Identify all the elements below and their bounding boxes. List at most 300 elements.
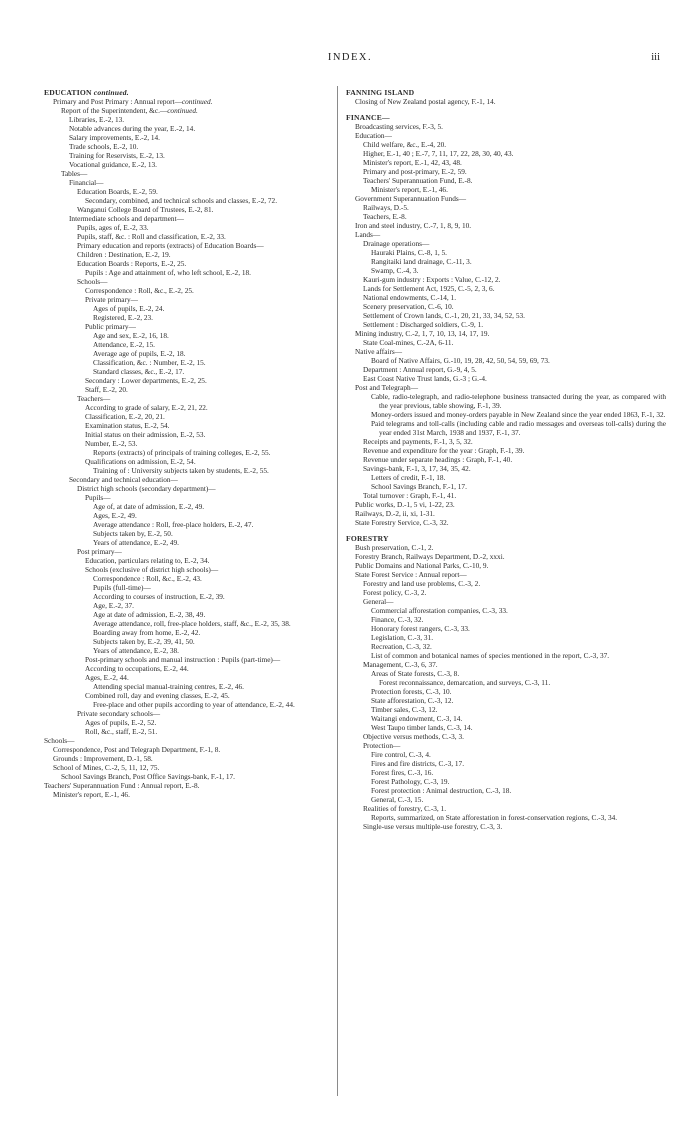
index-entry-text: Receipts and payments, F.-1, 3, 5, 32. — [363, 437, 473, 446]
index-entry — [346, 203, 666, 212]
index-entry-text: Recreation, C.-3, 32. — [371, 642, 432, 651]
index-entry — [346, 777, 666, 786]
index-entry-text: Standard classes, &c., E.-2, 17. — [93, 367, 185, 376]
index-entry — [346, 212, 666, 221]
index-entry — [346, 624, 666, 633]
index-entry-text: FINANCE— — [346, 113, 390, 122]
index-entry — [346, 615, 666, 624]
index-entry-text: Roll, &c., staff, E.-2, 51. — [85, 727, 158, 736]
index-entry — [44, 448, 334, 457]
index-entry-text: West Taupo timber lands, C.-3, 14. — [371, 723, 473, 732]
index-entry — [346, 491, 666, 500]
index-entry — [346, 464, 666, 473]
continued-label: continued. — [181, 97, 213, 106]
index-entry-text: Combined roll, day and evening classes, E.-2, 45. — [85, 691, 230, 700]
index-entry — [44, 574, 334, 583]
index-entry — [44, 502, 334, 511]
index-entry — [44, 655, 334, 664]
index-heading — [346, 113, 666, 122]
index-entry-text: Years of attendance, E.-2, 49. — [93, 538, 179, 547]
index-entry — [44, 691, 334, 700]
index-entry-text: Notable advances during the year, E.-2, 14. — [69, 124, 196, 133]
index-heading — [44, 88, 334, 97]
index-entry — [346, 741, 666, 750]
index-entry — [44, 646, 334, 655]
index-entry-text: Classification, E.-2, 20, 21. — [85, 412, 165, 421]
index-entry — [346, 149, 666, 158]
index-entry-text: Rangitaiki land drainage, C.-11, 3. — [371, 257, 472, 266]
index-entry: Report of the Superintendent, &c.—continued. — [61, 106, 198, 115]
index-entry-text: Libraries, E.-2, 13. — [69, 115, 125, 124]
index-entry-text: Cable, radio-telegraph, and radio-telephone business transacted during the year, as compared with the year previous, table showing, F.-1, 39. — [371, 392, 666, 410]
index-entry-text: Post primary— — [77, 547, 122, 556]
index-entry-text: List of common and botanical names of species mentioned in the report, C.-3, 37. — [371, 651, 610, 660]
index-entry — [44, 403, 334, 412]
index-entry — [44, 556, 334, 565]
left-index-column — [44, 88, 334, 799]
index-entry — [346, 122, 666, 131]
index-entry-text: Public Domains and National Parks, C.-10, 9. — [355, 561, 489, 570]
index-entry — [346, 633, 666, 642]
index-entry — [44, 115, 334, 124]
index-entry — [44, 529, 334, 538]
index-entry — [346, 804, 666, 813]
index-entry-text: Schools— — [77, 277, 108, 286]
index-entry-text: Forest policy, C.-3, 2. — [363, 588, 427, 597]
index-entry — [44, 340, 334, 349]
index-entry — [346, 606, 666, 615]
index-entry — [44, 313, 334, 322]
index-entry-text: Public primary— — [85, 322, 136, 331]
index-entry-text: Salary improvements, E.-2, 14. — [69, 133, 160, 142]
index-entry — [44, 160, 334, 169]
index-entry-text: Pupils, ages of, E.-2, 33. — [77, 223, 149, 232]
index-entry — [44, 169, 334, 178]
index-entry: Primary and Post Primary : Annual report—continued. — [53, 97, 213, 106]
index-entry-text: Average age of pupils, E.-2, 18. — [93, 349, 186, 358]
index-entry — [346, 813, 666, 822]
index-entry — [346, 284, 666, 293]
index-entry — [44, 205, 334, 214]
index-entry-text: Forest Pathology, C.-3, 19. — [371, 777, 450, 786]
index-entry-text: Protection forests, C.-3, 10. — [371, 687, 452, 696]
index-entry — [346, 158, 666, 167]
index-entry-text: School Savings Branch, F.-1, 17. — [371, 482, 467, 491]
index-entry — [44, 196, 334, 205]
index-entry — [346, 509, 666, 518]
index-entry — [44, 736, 334, 745]
index-entry — [346, 185, 666, 194]
index-entry-text: Education Boards : Reports, E.-2, 25. — [77, 259, 187, 268]
index-entry — [346, 338, 666, 347]
index-entry — [346, 552, 666, 561]
index-entry — [346, 356, 666, 365]
index-entry — [346, 500, 666, 509]
index-entry-text: School Savings Branch, Post Office Savings-bank, F.-1, 17. — [61, 772, 235, 781]
index-entry-text: Commercial afforestation companies, C.-3, 33. — [371, 606, 508, 615]
index-entry — [346, 455, 666, 464]
continued-label: continued. — [93, 88, 129, 97]
index-entry-text: Honorary forest rangers, C.-3, 33. — [371, 624, 470, 633]
index-entry-text: Public works, D.-1, 5 vi, 1-22, 23. — [355, 500, 455, 509]
index-entry-text: Post-primary schools and manual instruction : Pupils (part-time)— — [85, 655, 281, 664]
index-entry — [346, 473, 666, 482]
index-entry-text: Training of : University subjects taken by students, E.-2, 55. — [93, 466, 269, 475]
index-entry-text: Revenue and expenditure for the year : Graph, F.-1, 39. — [363, 446, 525, 455]
index-entry-text: FORESTRY — [346, 534, 389, 543]
index-entry-text: Primary and Post Primary : Annual report — [53, 97, 175, 106]
index-entry — [44, 187, 334, 196]
index-entry — [346, 167, 666, 176]
index-entry — [346, 311, 666, 320]
index-entry — [44, 394, 334, 403]
index-entry — [44, 754, 334, 763]
index-entry — [44, 790, 334, 799]
index-entry-text: Subjects taken by, E.-2, 39, 41, 50. — [93, 637, 195, 646]
page-number: iii — [651, 52, 660, 63]
index-entry-text: Training for Reservists, E.-2, 13. — [69, 151, 165, 160]
index-entry — [44, 178, 334, 187]
index-entry-text: Lands— — [355, 230, 381, 239]
index-entry — [44, 745, 334, 754]
index-entry-text: Correspondence : Roll, &c., E.-2, 43. — [93, 574, 202, 583]
index-entry — [346, 194, 666, 203]
index-entry-text: Revenue under separate headings : Graph, F.-1, 40. — [363, 455, 513, 464]
index-entry-text: Primary and post-primary, E.-2, 59. — [363, 167, 467, 176]
index-entry — [346, 732, 666, 741]
index-entry-text: EDUCATION — [44, 88, 92, 97]
index-entry-text: Objective versus methods, C.-3, 3. — [363, 732, 464, 741]
index-entry — [346, 347, 666, 356]
index-entry — [44, 142, 334, 151]
index-entry — [44, 151, 334, 160]
index-entry — [44, 223, 334, 232]
index-entry-text: Money-orders issued and money-orders payable in New Zealand since the year ended 1863, F.-1, 32. — [371, 410, 666, 419]
index-entry-text: Teachers— — [77, 394, 111, 403]
index-entry — [346, 759, 666, 768]
index-entry — [346, 257, 666, 266]
index-entry-text: Forest reconnaissance, demarcation, and surveys, C.-3, 11. — [379, 678, 551, 687]
index-entry — [44, 358, 334, 367]
index-entry — [346, 588, 666, 597]
index-entry — [44, 628, 334, 637]
index-entry-text: Department : Annual report, G.-9, 4, 5. — [363, 365, 477, 374]
index-entry — [44, 592, 334, 601]
index-entry-text: Settlement : Discharged soldiers, C.-9, 1. — [363, 320, 484, 329]
index-entry — [346, 561, 666, 570]
index-entry — [346, 786, 666, 795]
index-entry-text: Letters of credit, F.-1, 18. — [371, 473, 446, 482]
index-entry-text: Free-place and other pupils according to year of attendance, E.-2, 44. — [93, 700, 295, 709]
index-entry-text: State Forest Service : Annual report— — [355, 570, 467, 579]
index-entry — [346, 822, 666, 831]
index-entry — [44, 520, 334, 529]
index-entry-text: Attending special manual-training centres, E.-2, 46. — [93, 682, 244, 691]
index-entry — [346, 140, 666, 149]
index-entry — [346, 97, 666, 106]
index-entry — [346, 266, 666, 275]
index-heading — [346, 534, 666, 543]
index-entry-text: Teachers' Superannuation Fund, E.-8. — [363, 176, 473, 185]
index-entry — [346, 642, 666, 651]
index-entry-text: FANNING ISLAND — [346, 88, 415, 97]
index-entry-text: East Coast Native Trust lands, G.-3 ; G.-4. — [363, 374, 487, 383]
index-entry-text: Pupils— — [85, 493, 111, 502]
index-entry-text: Government Superannuation Funds— — [355, 194, 467, 203]
index-entry-text: Correspondence : Roll, &c., E.-2, 25. — [85, 286, 194, 295]
index-entry — [44, 466, 334, 475]
index-entry — [346, 750, 666, 759]
index-entry — [44, 250, 334, 259]
index-entry — [346, 410, 666, 419]
index-entry — [44, 367, 334, 376]
index-entry-text: Kauri-gum industry : Exports : Value, C.-12, 2. — [363, 275, 501, 284]
index-entry-text: Age of, at date of admission, E.-2, 49. — [93, 502, 205, 511]
index-entry — [44, 601, 334, 610]
index-entry — [346, 651, 666, 660]
index-entry — [44, 727, 334, 736]
index-entry-text: Secondary : Lower departments, E.-2, 25. — [85, 376, 207, 385]
index-entry — [44, 709, 334, 718]
index-entry-text: Secondary and technical education— — [69, 475, 178, 484]
index-entry — [44, 412, 334, 421]
index-entry-text: Hauraki Plains, C.-8, 1, 5. — [371, 248, 448, 257]
index-entry-text: Years of attendance, E.-2, 38. — [93, 646, 179, 655]
index-entry — [346, 437, 666, 446]
index-entry — [346, 768, 666, 777]
index-entry-text: Finance, C.-3, 32. — [371, 615, 424, 624]
index-entry — [44, 259, 334, 268]
index-entry — [44, 457, 334, 466]
index-entry-text: Savings-bank, F.-1, 3, 17, 34, 35, 42. — [363, 464, 471, 473]
index-entry-text: District high schools (secondary department)— — [77, 484, 216, 493]
index-entry — [44, 331, 334, 340]
index-entry-text: Attendance, E.-2, 15. — [93, 340, 156, 349]
index-entry-text: Age at date of admission, E.-2, 38, 49. — [93, 610, 206, 619]
index-entry — [44, 286, 334, 295]
index-entry-text: Ages of pupils, E.-2, 52. — [85, 718, 157, 727]
index-entry — [346, 714, 666, 723]
index-entry — [44, 682, 334, 691]
index-entry-text: General— — [363, 597, 394, 606]
index-entry — [346, 597, 666, 606]
index-entry — [346, 275, 666, 284]
index-entry-text: State afforestation, C.-3, 12. — [371, 696, 454, 705]
index-entry-text: Children : Destination, E.-2, 19. — [77, 250, 171, 259]
index-entry — [346, 419, 666, 437]
index-entry-text: Grounds : Improvement, D.-1, 58. — [53, 754, 153, 763]
index-entry-text: Average attendance : Roll, free-place holders, E.-2, 47. — [93, 520, 254, 529]
index-entry — [44, 664, 334, 673]
index-entry — [346, 482, 666, 491]
index-entry-text: Reports, summarized, on State afforestation in forest-conservation regions, C.-3, 34. — [371, 813, 618, 822]
index-entry — [44, 700, 334, 709]
index-entry-text: Classification, &c. : Number, E.-2, 15. — [93, 358, 206, 367]
index-entry-text: Teachers' Superannuation Fund : Annual report, E.-8. — [44, 781, 200, 790]
index-entry-text: Child welfare, &c., E.-4, 20. — [363, 140, 447, 149]
index-entry — [346, 660, 666, 669]
index-entry-text: Financial— — [69, 178, 104, 187]
index-entry — [44, 538, 334, 547]
index-entry — [44, 214, 334, 223]
index-entry — [346, 579, 666, 588]
index-entry-text: Examination status, E.-2, 54. — [85, 421, 170, 430]
index-entry — [346, 678, 666, 687]
index-entry — [346, 518, 666, 527]
index-entry-text: Swamp, C.-4, 3. — [371, 266, 419, 275]
index-entry-text: Railways, D.-2, ii, xi, 1-31. — [355, 509, 435, 518]
column-divider — [337, 86, 338, 1096]
index-entry-text: Private secondary schools— — [77, 709, 161, 718]
index-entry — [44, 133, 334, 142]
index-entry — [44, 781, 334, 790]
index-entry — [346, 365, 666, 374]
index-entry-text: Primary education and reports (extracts) of Education Boards— — [77, 241, 264, 250]
index-entry-text: Timber sales, C.-3, 12. — [371, 705, 438, 714]
index-entry — [44, 277, 334, 286]
index-entry-text: Fires and fire districts, C.-3, 17. — [371, 759, 465, 768]
index-entry-text: Areas of State forests, C.-3, 8. — [371, 669, 460, 678]
index-entry-text: Education, particulars relating to, E.-2, 34. — [85, 556, 210, 565]
index-entry — [346, 705, 666, 714]
index-entry — [44, 511, 334, 520]
index-entry — [346, 230, 666, 239]
index-entry-text: Vocational guidance, E.-2, 13. — [69, 160, 158, 169]
index-entry — [346, 570, 666, 579]
index-entry — [346, 176, 666, 185]
index-entry — [346, 329, 666, 338]
index-entry — [44, 610, 334, 619]
index-entry — [346, 302, 666, 311]
index-entry — [44, 673, 334, 682]
index-entry — [346, 723, 666, 732]
index-entry-text: Post and Telegraph— — [355, 383, 418, 392]
index-entry-text: Private primary— — [85, 295, 138, 304]
index-entry-text: According to courses of instruction, E.-2, 39. — [93, 592, 225, 601]
index-entry — [346, 248, 666, 257]
index-entry-text: Age and sex, E.-2, 16, 18. — [93, 331, 169, 340]
index-entry-text: Ages, E.-2, 44. — [85, 673, 129, 682]
index-entry-text: Protection— — [363, 741, 401, 750]
index-entry-text: School of Mines, C.-2, 5, 11, 12, 75. — [53, 763, 160, 772]
index-entry — [44, 376, 334, 385]
index-entry — [346, 239, 666, 248]
index-entry-text: Correspondence, Post and Telegraph Department, F.-1, 8. — [53, 745, 221, 754]
index-entry-text: Age, E.-2, 37. — [93, 601, 134, 610]
index-entry-text: Legislation, C.-3, 31. — [371, 633, 434, 642]
index-entry — [44, 124, 334, 133]
index-entry — [346, 320, 666, 329]
index-entry-text: Total turnover : Graph, F.-1, 41. — [363, 491, 457, 500]
index-entry-text: Settlement of Crown lands, C.-1, 20, 21, 33, 34, 52, 53. — [363, 311, 525, 320]
index-entry — [44, 268, 334, 277]
index-entry — [346, 669, 666, 678]
index-entry-text: Iron and steel industry, C.-7, 1, 8, 9, 10. — [355, 221, 472, 230]
continued-label: continued. — [167, 106, 198, 115]
index-entry-text: Ages of pupils, E.-2, 24. — [93, 304, 165, 313]
index-entry — [346, 696, 666, 705]
index-entry-text: Ages, E.-2, 49. — [93, 511, 137, 520]
index-entry-text: Forestry Branch, Railways Department, D.-2, xxxi. — [355, 552, 505, 561]
index-entry-text: Scenery preservation, C.-6, 10. — [363, 302, 454, 311]
index-entry — [44, 349, 334, 358]
index-entry — [44, 421, 334, 430]
index-entry — [44, 565, 334, 574]
index-heading — [346, 88, 666, 97]
index-entry — [44, 484, 334, 493]
index-entry-text: Management, C.-3, 6, 37. — [363, 660, 438, 669]
index-entry-text: National endowments, C.-14, 1. — [363, 293, 457, 302]
index-entry-text: Staff, E.-2, 20. — [85, 385, 128, 394]
index-entry — [44, 295, 334, 304]
index-entry — [44, 583, 334, 592]
index-entry-text: Forest protection : Animal destruction, C.-3, 18. — [371, 786, 512, 795]
index-entry — [44, 304, 334, 313]
index-entry — [346, 543, 666, 552]
index-entry-text: Registered, E.-2, 23. — [93, 313, 153, 322]
index-entry — [44, 232, 334, 241]
index-entry — [346, 392, 666, 410]
index-entry — [44, 637, 334, 646]
index-entry — [44, 385, 334, 394]
index-entry-text: Number, E.-2, 53. — [85, 439, 138, 448]
index-entry — [44, 772, 334, 781]
index-entry-text: Realities of forestry, C.-3, 1. — [363, 804, 447, 813]
index-entry-text: State Forestry Service, C.-3, 32. — [355, 518, 449, 527]
index-entry-text: Single-use versus multiple-use forestry, C.-3, 3. — [363, 822, 503, 831]
index-entry — [346, 131, 666, 140]
index-entry — [44, 547, 334, 556]
index-entry-text: State Coal-mines, C.-2A, 6-11. — [363, 338, 454, 347]
index-entry-text: Schools (exclusive of district high schools)— — [85, 565, 219, 574]
index-entry-text: Forestry and land use problems, C.-3, 2. — [363, 579, 481, 588]
index-entry-text: Closing of New Zealand postal agency, F.-1, 14. — [355, 97, 496, 106]
index-entry-text: Subjects taken by, E.-2, 50. — [93, 529, 173, 538]
index-entry-text: Education— — [355, 131, 392, 140]
index-entry-text: Minister's report, E.-1, 42, 43, 48. — [363, 158, 462, 167]
index-entry-text: Minister's report, E.-1, 46. — [371, 185, 448, 194]
page-title: INDEX. — [327, 52, 373, 63]
index-entry — [346, 221, 666, 230]
index-entry-text: Pupils (full-time)— — [93, 583, 151, 592]
index-entry-text: Minister's report, E.-1, 46. — [53, 790, 130, 799]
index-entry-text: Qualifications on admission, E.-2, 54. — [85, 457, 196, 466]
index-entry — [44, 718, 334, 727]
index-entry-text: Initial status on their admission, E.-2, 53. — [85, 430, 206, 439]
index-entry-text: General, C.-3, 15. — [371, 795, 424, 804]
index-entry — [346, 795, 666, 804]
index-entry-text: Forest fires, C.-3, 16. — [371, 768, 434, 777]
index-entry — [44, 322, 334, 331]
index-entry-text: Pupils : Age and attainment of, who left school, E.-2, 18. — [85, 268, 251, 277]
index-entry-text: Intermediate schools and department— — [69, 214, 184, 223]
index-entry-text: Drainage operations— — [363, 239, 430, 248]
index-entry-text: Board of Native Affairs, G.-10, 19, 28, 42, 50, 54, 59, 69, 73. — [371, 356, 550, 365]
index-entry — [44, 241, 334, 250]
index-entry-text: Trade schools, E.-2, 10. — [69, 142, 139, 151]
index-entry-text: Pupils, staff, &c. : Roll and classification, E.-2, 33. — [77, 232, 226, 241]
index-entry — [44, 493, 334, 502]
index-entry — [346, 374, 666, 383]
index-entry — [44, 475, 334, 484]
index-entry — [346, 383, 666, 392]
index-entry — [346, 687, 666, 696]
index-entry-text: Waitangi endowment, C.-3, 14. — [371, 714, 463, 723]
index-entry-text: Report of the Superintendent, &c. — [61, 106, 160, 115]
right-index-column — [346, 88, 666, 831]
index-entry-text: Teachers, E.-8. — [363, 212, 407, 221]
page-header — [0, 0, 700, 70]
